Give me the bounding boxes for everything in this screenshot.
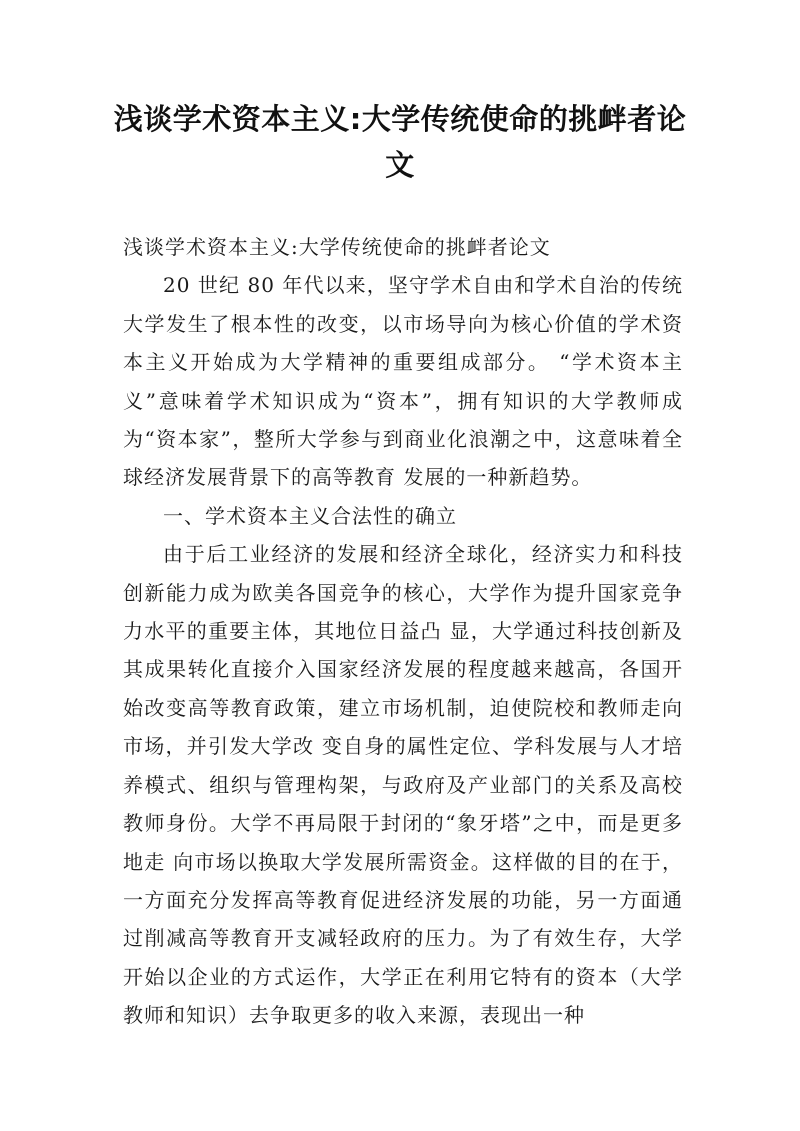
paragraph-intro: 20 世纪 80 年代以来，坚守学术自由和学术自治的传统大学发生了根本性的改变，以市场导向为核心价值的学术资本主义开始成为大学精神的重要组成部分。 “学术资本主义”意味着学术知识成为“资本”，拥有知识的大学教师成为“资本家”，整所大学参与到商业化浪潮之中，这意味着全球经济发展背景下的高等教育 发展的一种新趋势。 [123,273,683,490]
section-heading: 一、学术资本主义合法性的确立 [163,503,457,528]
document-title: 浅谈学术资本主义:大学传统使命的挑衅者论文 [113,102,687,182]
paragraph-section-1: 由于后工业经济的发展和经济全球化，经济实力和科技创新能力成为欧美各国竞争的核心，大学作为提升国家竞争力水平的重要主体，其地位日益凸 显，大学通过科技创新及其成果转化直接介入国家经济发展的程度越来越高，各国开始改变高等教育政策，建立市场机制，迫使院校和教师走向市场，并引发大学改 变自身的属性定位、学科发展与人才培养模式、组织与管理构架，与政府及产业部门的关系及高校教师身份。大学不再局限于封闭的“象牙塔”之中，而是更多地走 向市场以换取大学发展所需资金。这样做的目的在于，一方面充分发挥高等教育促进经济发展的功能，另一方面通过削减高等教育开支减轻政府的压力。为了有效生存，大学开始以企业的方式运作，大学正在利用它特有的资本（大学教师和知识）去争取更多的收入来源，表现出一种 [123,542,683,1028]
title-repeat-line: 浅谈学术资本主义:大学传统使命的挑衅者论文 [123,235,551,259]
document-body [123,228,683,1035]
